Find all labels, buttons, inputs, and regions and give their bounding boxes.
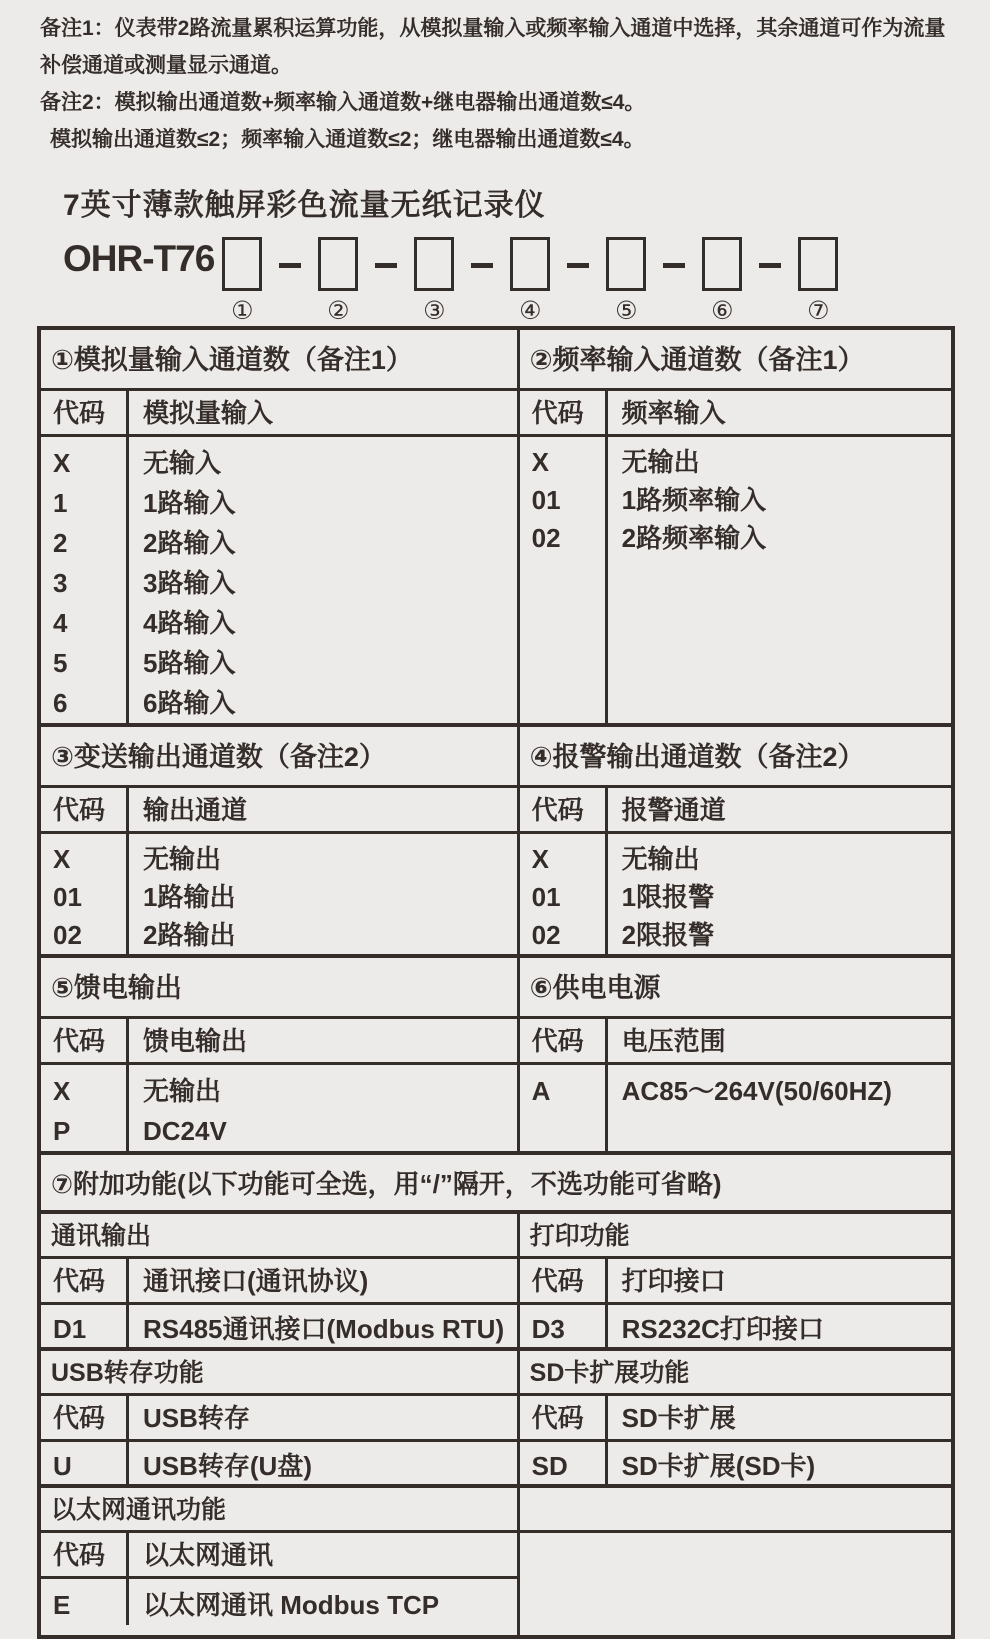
desc-values bbox=[129, 1305, 517, 1347]
code-value: 1 bbox=[53, 488, 68, 518]
empty-cells bbox=[520, 1488, 951, 1635]
code-header-cell: 代码 bbox=[520, 788, 608, 831]
code-value: E bbox=[53, 1590, 71, 1620]
model-box bbox=[222, 237, 262, 291]
data-rows bbox=[520, 1305, 951, 1347]
code-value: D3 bbox=[531, 1314, 565, 1344]
column-header-row bbox=[41, 788, 517, 834]
position-marker: ③ bbox=[423, 297, 446, 325]
model-slot-4 bbox=[502, 230, 558, 326]
desc-value: 无输出 bbox=[621, 844, 700, 874]
section-header-extra-functions: ⑦附加功能(以下功能可全选，用“/”隔开，不选功能可省略) bbox=[51, 1169, 722, 1199]
section-frequency-input bbox=[520, 330, 951, 723]
band-usb-sd bbox=[41, 1347, 951, 1484]
band-input-channels bbox=[41, 330, 951, 723]
code-header-cell: 代码 bbox=[41, 1019, 129, 1062]
code-value: 3 bbox=[53, 568, 68, 598]
code-value: 02 bbox=[53, 920, 82, 950]
code-value: 02 bbox=[531, 920, 561, 950]
band-extra-header bbox=[41, 1151, 951, 1210]
desc-values bbox=[129, 1065, 517, 1151]
desc-values bbox=[608, 1065, 951, 1151]
column-header-cell: 频率输入 bbox=[621, 398, 726, 428]
section-power-supply bbox=[520, 958, 951, 1151]
code-header-cell: 代码 bbox=[41, 788, 129, 831]
desc-values bbox=[608, 834, 951, 954]
desc-value: 无输出 bbox=[143, 1076, 222, 1106]
dash-separator bbox=[279, 263, 301, 268]
code-value: 4 bbox=[53, 608, 68, 638]
section-feed-output bbox=[41, 958, 520, 1151]
code-value: SD bbox=[531, 1451, 568, 1481]
column-header-row bbox=[520, 1396, 951, 1442]
model-box bbox=[606, 237, 646, 291]
note-line: 备注2：模拟输出通道数+频率输入通道数+继电器输出通道数≤4。 bbox=[40, 91, 646, 114]
code-header-cell: 代码 bbox=[520, 391, 608, 434]
section-header: USB转存功能 bbox=[41, 1351, 517, 1396]
data-rows bbox=[520, 1442, 951, 1484]
code-header-cell: 代码 bbox=[41, 391, 129, 434]
section-header: ⑥供电电源 bbox=[520, 958, 951, 1019]
dash-separator bbox=[471, 263, 493, 268]
desc-value: 4路输入 bbox=[143, 608, 236, 638]
desc-value: DC24V bbox=[143, 1116, 227, 1146]
code-header-cell: 代码 bbox=[41, 1533, 129, 1576]
note-line: 补偿通道或测量显示通道。 bbox=[40, 54, 292, 77]
data-rows bbox=[41, 437, 517, 723]
desc-value: 1路频率输入 bbox=[621, 485, 767, 515]
desc-value: AC85～264V(50/60HZ) bbox=[621, 1076, 892, 1106]
code-values bbox=[41, 1442, 129, 1484]
model-box bbox=[702, 237, 742, 291]
section-header: ①模拟量输入通道数（备注1） bbox=[41, 330, 517, 391]
desc-value: 无输出 bbox=[143, 844, 222, 874]
empty-cell bbox=[520, 1533, 951, 1635]
section-sd-card bbox=[520, 1351, 951, 1484]
code-value: 5 bbox=[53, 648, 68, 678]
code-values bbox=[41, 1065, 129, 1151]
code-value: X bbox=[53, 1076, 71, 1106]
section-header: ③变送输出通道数（备注2） bbox=[41, 727, 517, 788]
code-values bbox=[41, 1579, 129, 1625]
column-header-cell: 馈电输出 bbox=[143, 1026, 248, 1056]
code-values bbox=[41, 834, 129, 954]
code-value: 01 bbox=[531, 882, 561, 912]
desc-value: 无输出 bbox=[621, 447, 700, 477]
band-comm-print bbox=[41, 1210, 951, 1347]
position-marker: ⑦ bbox=[807, 297, 830, 325]
desc-values bbox=[608, 437, 951, 723]
desc-value: RS232C打印接口 bbox=[621, 1314, 824, 1344]
section-communication bbox=[41, 1214, 520, 1347]
data-rows bbox=[41, 1579, 517, 1635]
code-value: X bbox=[531, 447, 549, 477]
desc-value: 2路频率输入 bbox=[621, 523, 767, 553]
section-header: ④报警输出通道数（备注2） bbox=[520, 727, 951, 788]
desc-value: SD卡扩展(SD卡) bbox=[621, 1451, 816, 1481]
data-rows bbox=[520, 834, 951, 954]
section-analog-input bbox=[41, 330, 520, 723]
section-header: ②频率输入通道数（备注1） bbox=[520, 330, 951, 391]
code-header-cell: 代码 bbox=[520, 1396, 608, 1439]
column-header-cell: 报警通道 bbox=[621, 795, 726, 825]
code-value: D1 bbox=[53, 1314, 87, 1344]
column-header-row bbox=[520, 1019, 951, 1065]
column-header-cell: 电压范围 bbox=[621, 1026, 726, 1056]
desc-value: 6路输入 bbox=[143, 688, 236, 718]
position-marker: ② bbox=[327, 297, 350, 325]
model-prefix: OHR-T76 bbox=[63, 238, 215, 279]
desc-value: RS485通讯接口(Modbus RTU) bbox=[143, 1314, 505, 1344]
section-ethernet bbox=[41, 1488, 520, 1635]
code-value: X bbox=[53, 448, 71, 478]
code-header-cell: 代码 bbox=[41, 1259, 129, 1302]
dash-separator bbox=[567, 263, 589, 268]
column-header-row bbox=[41, 1396, 517, 1442]
section-header: 以太网通讯功能 bbox=[41, 1488, 517, 1533]
desc-value: 1路输入 bbox=[143, 488, 236, 518]
section-usb bbox=[41, 1351, 520, 1484]
data-rows bbox=[41, 834, 517, 954]
section-header: 打印功能 bbox=[520, 1214, 951, 1259]
code-header-cell: 代码 bbox=[520, 1259, 608, 1302]
section-transmit-output bbox=[41, 727, 520, 954]
note-line: 备注1：仪表带2路流量累积运算功能，从模拟量输入或频率输入通道中选择，其余通道可作为流量 bbox=[40, 17, 946, 40]
position-marker: ④ bbox=[519, 297, 542, 325]
column-header-row bbox=[520, 1259, 951, 1305]
model-slot-6 bbox=[694, 230, 750, 326]
code-value: 2 bbox=[53, 528, 68, 558]
column-header-row bbox=[41, 1019, 517, 1065]
dash-separator bbox=[759, 263, 781, 268]
data-rows bbox=[520, 437, 951, 723]
desc-value: USB转存(U盘) bbox=[143, 1451, 312, 1481]
code-value: 6 bbox=[53, 688, 68, 718]
model-slot-2 bbox=[310, 230, 366, 326]
column-header-cell: 模拟量输入 bbox=[143, 398, 274, 428]
note-line: 模拟输出通道数≤2；频率输入通道数≤2；继电器输出通道数≤4。 bbox=[50, 128, 645, 151]
band-power bbox=[41, 954, 951, 1151]
section-alarm-output bbox=[520, 727, 951, 954]
code-value: X bbox=[531, 844, 549, 874]
code-header-cell: 代码 bbox=[41, 1396, 129, 1439]
code-values bbox=[520, 834, 608, 954]
data-rows bbox=[41, 1065, 517, 1151]
code-values bbox=[520, 1065, 608, 1151]
desc-values bbox=[608, 1442, 951, 1484]
desc-value: 2限报警 bbox=[621, 920, 715, 950]
model-slot-1 bbox=[214, 230, 270, 326]
desc-values bbox=[129, 437, 517, 723]
code-values bbox=[520, 1305, 608, 1347]
band-ethernet bbox=[41, 1484, 951, 1635]
model-slot-7 bbox=[790, 230, 846, 326]
desc-value: 1限报警 bbox=[621, 882, 715, 912]
code-header-cell: 代码 bbox=[520, 1019, 608, 1062]
data-rows bbox=[41, 1442, 517, 1484]
column-header-cell: USB转存 bbox=[143, 1403, 250, 1433]
code-value: 02 bbox=[531, 523, 561, 553]
column-header-cell: SD卡扩展 bbox=[621, 1403, 736, 1433]
dash-separator bbox=[375, 263, 397, 268]
position-marker: ⑥ bbox=[711, 297, 734, 325]
model-code-line bbox=[63, 230, 990, 325]
code-value: A bbox=[531, 1076, 551, 1106]
empty-cell bbox=[520, 1488, 951, 1533]
code-values bbox=[41, 437, 129, 723]
code-values bbox=[41, 1305, 129, 1347]
model-box bbox=[798, 237, 838, 291]
column-header-row bbox=[41, 391, 517, 437]
code-value: 01 bbox=[53, 882, 82, 912]
band-output-channels bbox=[41, 723, 951, 954]
column-header-cell: 以太网通讯 bbox=[143, 1540, 274, 1570]
section-header: 通讯输出 bbox=[41, 1214, 517, 1259]
column-header-cell: 打印接口 bbox=[621, 1266, 726, 1296]
model-box bbox=[510, 237, 550, 291]
desc-values bbox=[129, 1442, 517, 1484]
code-values bbox=[520, 437, 608, 723]
desc-value: 以太网通讯 Modbus TCP bbox=[143, 1590, 440, 1620]
model-slot-5 bbox=[598, 230, 654, 326]
desc-values bbox=[129, 1579, 517, 1625]
desc-value: 2路输入 bbox=[143, 528, 236, 558]
section-printing bbox=[520, 1214, 951, 1347]
model-selection-table bbox=[37, 326, 955, 1639]
desc-values bbox=[608, 1305, 951, 1347]
column-header-cell: 通讯接口(通讯协议) bbox=[143, 1266, 369, 1296]
notes-block bbox=[0, 0, 990, 158]
desc-value: 2路输出 bbox=[143, 920, 236, 950]
desc-value: 5路输入 bbox=[143, 648, 236, 678]
column-header-row bbox=[41, 1533, 517, 1579]
desc-value: 3路输入 bbox=[143, 568, 236, 598]
dash-separator bbox=[663, 263, 685, 268]
position-marker: ① bbox=[231, 297, 254, 325]
data-rows bbox=[520, 1065, 951, 1151]
data-rows bbox=[41, 1305, 517, 1347]
desc-values bbox=[129, 834, 517, 954]
code-values bbox=[520, 1442, 608, 1484]
model-slot-3 bbox=[406, 230, 462, 326]
model-box bbox=[318, 237, 358, 291]
model-box bbox=[414, 237, 454, 291]
position-marker: ⑤ bbox=[615, 297, 638, 325]
column-header-cell: 输出通道 bbox=[143, 795, 248, 825]
code-value: P bbox=[53, 1116, 71, 1146]
desc-value: 1路输出 bbox=[143, 882, 236, 912]
code-value: 01 bbox=[531, 485, 561, 515]
column-header-row bbox=[520, 788, 951, 834]
desc-value: 无输入 bbox=[143, 448, 222, 478]
code-value: U bbox=[53, 1451, 72, 1481]
section-header: SD卡扩展功能 bbox=[520, 1351, 951, 1396]
page-title: 7英寸薄款触屏彩色流量无纸记录仪 bbox=[63, 189, 546, 222]
column-header-row bbox=[41, 1259, 517, 1305]
section-header: ⑤馈电输出 bbox=[41, 958, 517, 1019]
code-value: X bbox=[53, 844, 71, 874]
column-header-row bbox=[520, 391, 951, 437]
